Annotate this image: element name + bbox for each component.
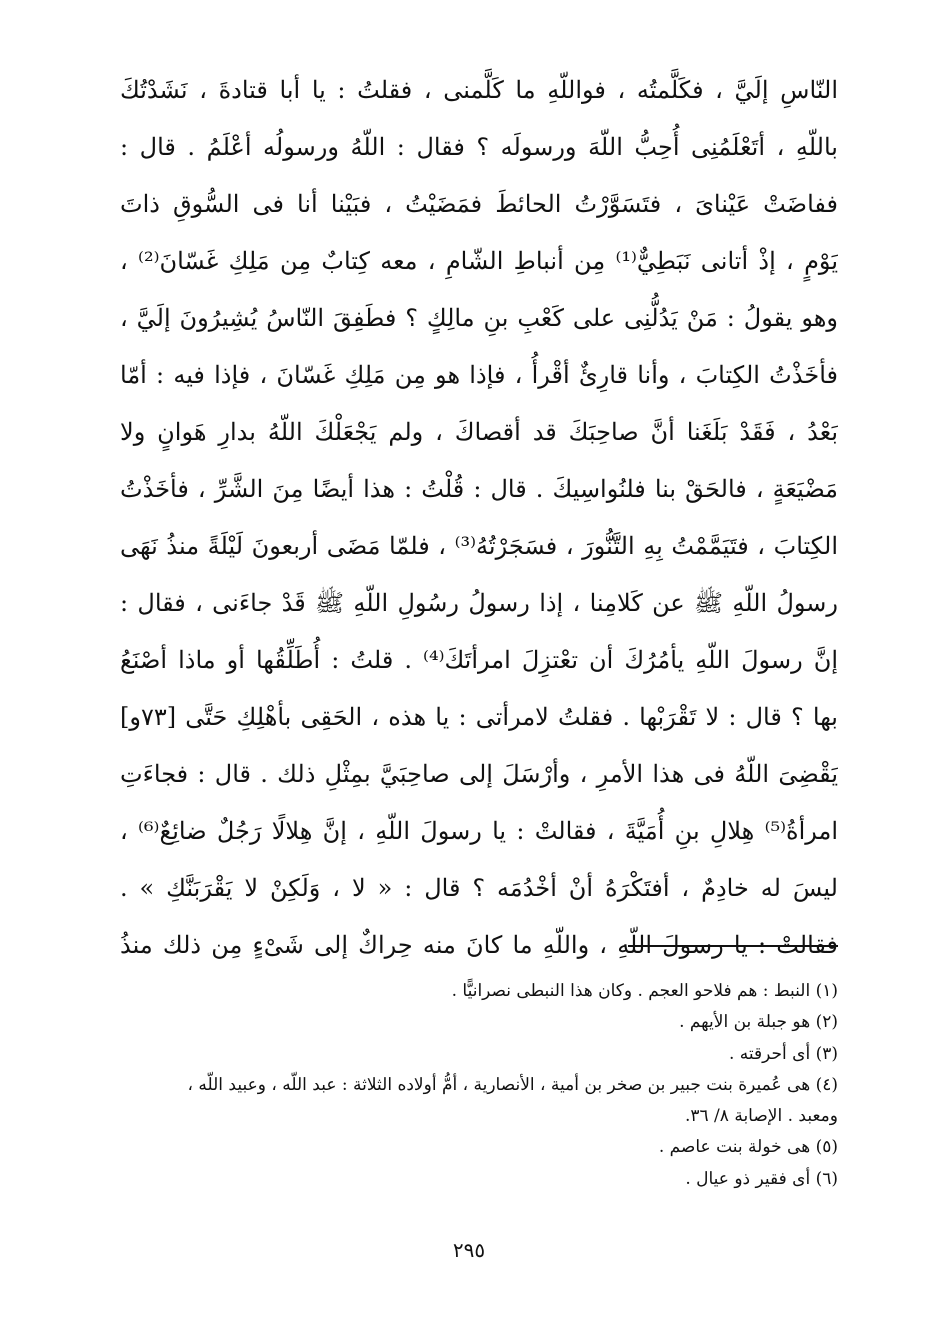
footnote-line: (٦) أى فقير ذو عيال . (685, 1168, 838, 1189)
text-line: النّاسِ إلَيَّ ، فكَلَّمتُه ، فواللّهِ ما كَلَّمنى ، فقلتُ : يا أبا قتادةَ ، نَشَدْتُكَ (120, 76, 838, 104)
text-line: إنَّ رسولَ اللّهِ يأمُرُكَ أن تعْتزِلَ امرأتَكَ⁽⁴⁾ . قلتُ : أُطَلِّقُها أو ماذا أصْنَعُ (120, 646, 838, 674)
text-line: يَوْمٍ ، إذْ أتانى نَبَطِيٌّ⁽¹⁾ مِن أنباطِ الشّامِ ، معه كِتابٌ مِن مَلِكِ غَسّانَ⁽²⁾ ، (120, 247, 838, 275)
footnote-line: ومعبد . الإصابة ٨/ ٣٦. (684, 1106, 838, 1127)
footnotes (120, 976, 838, 1195)
footnote-line: (٢) هو جبلة بن الأيهم . (679, 1012, 838, 1033)
text-line: ففاضَتْ عَيْناىَ ، فتَسَوَّرْتُ الحائطَ فمَضَيْتُ ، فبَيْنا أنا فى السُّوقِ ذاتَ (120, 190, 838, 218)
text-line: رسولُ اللّهِ ﷺ عن كَلامِنا ، إذا رسولُ رسُولِ اللّهِ ﷺ قَدْ جاءَنى ، فقال : (120, 589, 838, 617)
text-line: بها ؟ قال : لا تَقْرَبْها . فقلتُ لامرأتى : يا هذه ، الحَقِى بأهْلِكِ حَتَّى [٧٣و] (120, 703, 838, 731)
text-line: مَضْيَعَةٍ ، فالحَقْ بنا فلنُواسِيكَ . قال : قُلْتُ : هذا أيضًا مِنَ الشَّرِّ ، فأخَذْتُ (120, 475, 838, 503)
text-line: بَعْدُ ، فَقَدْ بَلَغَنا أنَّ صاحِبَكَ قد أقصاكَ ، ولم يَجْعَلْكَ اللّهُ بدارِ هَوانٍ ولا (120, 418, 838, 446)
text-line: الكِتابَ ، فتَيَمَّمْتُ بِهِ التَّنُّورَ ، فسَجَرْتُهُ⁽³⁾ ، فلمّا مَضَى أربعونَ لَيْلَةً منذُ نَهَى (120, 532, 838, 560)
text-line: ليسَ له خادِمٌ ، أفتَكْرَهُ أنْ أخْدُمَه ؟ قال : « لا ، وَلَكِنْ لا يَقْرَبَنَّكِ » . (120, 874, 838, 902)
footnote-divider (628, 945, 838, 947)
text-line: فقالتْ : يا رسولَ اللّهِ ، واللّهِ ما كانَ منه حِراكٌ إلى شَىْءٍ مِن ذلك منذُ (120, 931, 838, 959)
page-number: ٢٩٥ (452, 1238, 486, 1262)
text-line: وهو يقولُ : مَنْ يَدُلُّنِى على كَعْبِ بنِ مالِكٍ ؟ فطَفِقَ النّاسُ يُشِيرُونَ إلَيَّ ، (120, 304, 838, 332)
footnote-line: (١) النبط : هم فلاحو العجم . وكان هذا النبطى نصرانيًّا . (451, 981, 838, 1001)
footnote-line: (٤) هى عُميرة بنت جبير بن صخر بن أمية ، الأنصارية ، أمُّ أولاده الثلاثة : عبد اللّه ، وعبيد اللّه ، (187, 1074, 838, 1095)
footnote-line: (٥) هى خولة بنت عاصم . (658, 1137, 838, 1158)
text-line: باللّهِ ، أتَعْلَمُنِى أُحِبُّ اللّهَ ورسولَه ؟ فقال : اللّهُ ورسولُه أعْلَمُ . قال : (120, 133, 838, 161)
footnote-line: (٣) أى أحرقته . (728, 1043, 838, 1064)
text-line: امرأةُ⁽⁵⁾ هِلالِ بنِ أُمَيَّةَ ، فقالتْ : يا رسولَ اللّهِ ، إنَّ هِلالًا رَجُلٌ ضائِعٌ⁽⁶⁾ ، (120, 817, 838, 845)
text-line: يَقْضِىَ اللّهُ فى هذا الأمرِ ، وأرْسَلَ إلى صاحِبَيَّ بمِثْلِ ذلك . قال : فجاءَتِ (120, 760, 838, 788)
text-line: فأخَذْتُ الكِتابَ ، وأنا قارِئٌ أقْرأُ ، فإذا هو مِن مَلِكِ غَسّانَ ، فإذا فيه : أمّا (120, 361, 838, 389)
main-text (120, 62, 838, 974)
